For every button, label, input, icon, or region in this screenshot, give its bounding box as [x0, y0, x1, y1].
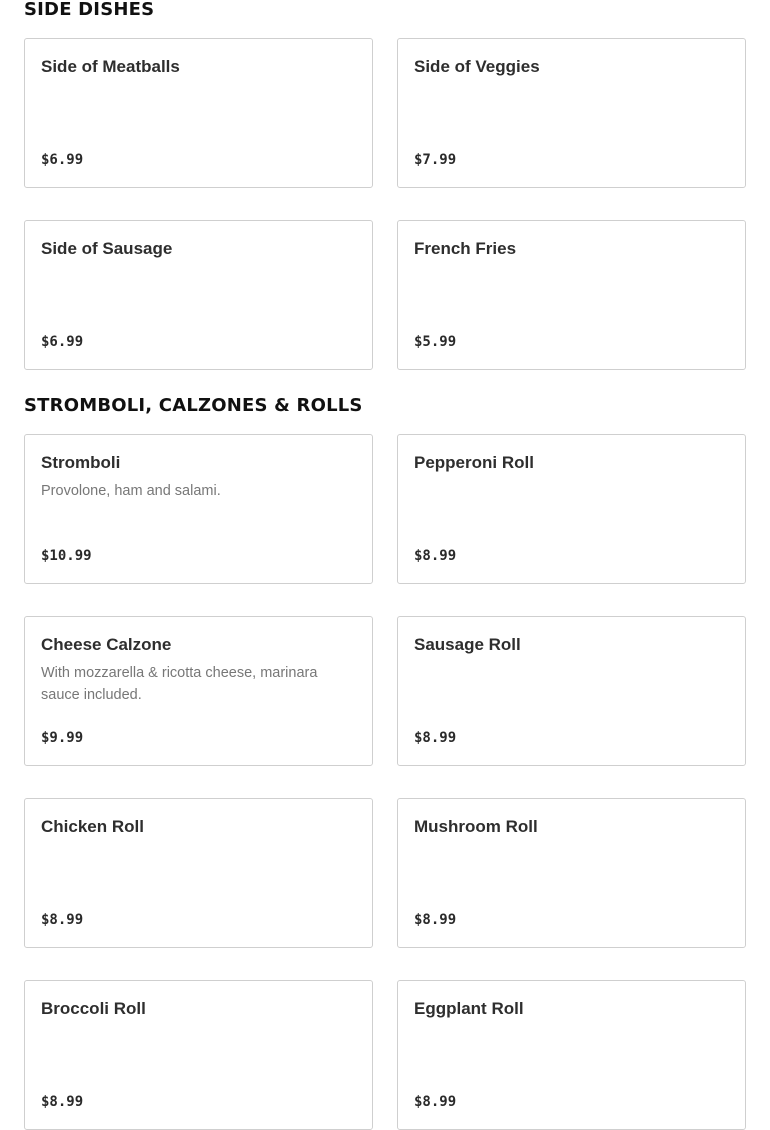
menu-item-name: Mushroom Roll — [414, 817, 538, 836]
menu-item-card[interactable] — [24, 434, 373, 584]
menu-item-card[interactable] — [397, 798, 746, 948]
menu-item-price: $8.99 — [41, 912, 84, 928]
menu-item-card[interactable] — [397, 434, 746, 584]
menu-item-price: $5.99 — [414, 334, 457, 350]
menu-item-card[interactable] — [397, 616, 746, 766]
menu-item-card[interactable] — [24, 798, 373, 948]
menu-item-price: $7.99 — [414, 152, 457, 168]
section-title-side-dishes: SIDE DISHES — [24, 0, 155, 20]
menu-item-price: $8.99 — [414, 548, 457, 564]
section-title-stromboli-calzones-rolls: STROMBOLI, CALZONES & ROLLS — [24, 395, 363, 416]
menu-grid-stromboli-calzones-rolls — [24, 434, 746, 1130]
menu-item-price: $6.99 — [41, 152, 84, 168]
menu-item-card[interactable] — [24, 38, 373, 188]
menu-item-price: $8.99 — [41, 1094, 84, 1110]
menu-grid-side-dishes — [24, 38, 746, 370]
menu-item-price: $10.99 — [41, 548, 92, 564]
menu-item-price: $9.99 — [41, 730, 84, 746]
menu-item-name: Side of Meatballs — [41, 57, 180, 76]
menu-item-description: With mozzarella & ricotta cheese, marinara sauce included. — [41, 665, 318, 703]
menu-item-name: Stromboli — [41, 453, 121, 472]
menu-item-name: Sausage Roll — [414, 635, 521, 654]
menu-item-card[interactable] — [397, 220, 746, 370]
menu-item-name: French Fries — [414, 239, 517, 258]
menu-item-card[interactable] — [24, 616, 373, 766]
menu-item-card[interactable] — [24, 220, 373, 370]
menu-item-price: $6.99 — [41, 334, 84, 350]
menu-item-card[interactable] — [24, 980, 373, 1130]
menu-item-price: $8.99 — [414, 730, 457, 746]
menu-item-name: Side of Sausage — [41, 239, 173, 258]
menu-item-card[interactable] — [397, 38, 746, 188]
menu-item-name: Cheese Calzone — [41, 635, 172, 654]
menu-item-name: Side of Veggies — [414, 57, 540, 76]
menu-item-description: Provolone, ham and salami. — [41, 483, 221, 499]
menu-item-name: Eggplant Roll — [414, 999, 524, 1018]
menu-item-price: $8.99 — [414, 912, 457, 928]
menu-item-price: $8.99 — [414, 1094, 457, 1110]
menu-item-name: Chicken Roll — [41, 817, 144, 836]
menu-item-name: Broccoli Roll — [41, 999, 146, 1018]
menu-item-name: Pepperoni Roll — [414, 453, 534, 472]
menu-item-card[interactable] — [397, 980, 746, 1130]
